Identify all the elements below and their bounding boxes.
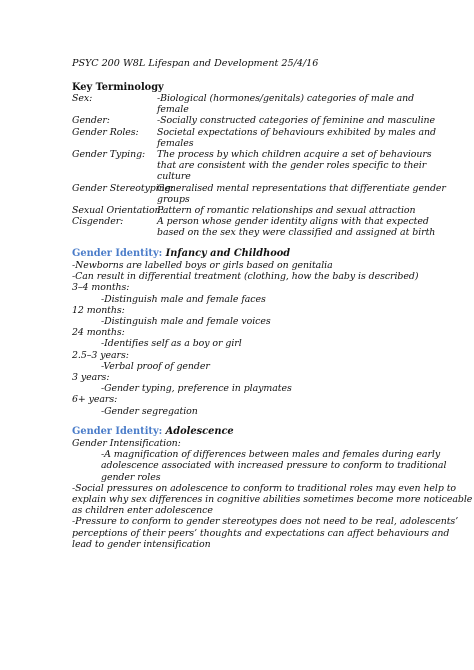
infancy-line: -Identifies self as a boy or girl (101, 338, 242, 350)
term-label: Cisgender: (72, 216, 124, 228)
adolescence-line: as children enter adolescence (72, 505, 213, 517)
term-label: Sexual Orientation: (72, 205, 164, 216)
infancy-line: -Can result in differential treatment (clothing, how the baby is described) (72, 271, 419, 283)
adolescence-line: -A magnification of differences between males and females during early (101, 449, 441, 461)
infancy-line: -Distinguish male and female voices (101, 316, 271, 327)
infancy-line: 12 months: (72, 304, 125, 316)
term-label: Sex: (72, 93, 93, 104)
infancy-line: -Verbal proof of gender (101, 360, 210, 372)
adolescence-line: lead to gender intensification (72, 538, 211, 550)
adolescence-heading (72, 426, 234, 437)
term-label: Gender Roles: (72, 126, 139, 138)
term-definition: Pattern of romantic relationships and sexual attraction (157, 205, 416, 216)
adolescence-heading-sub: Adolescence (165, 426, 234, 437)
infancy-line: 24 months: (72, 327, 125, 339)
term-definition: Generalised mental representations that differentiate gender (157, 182, 446, 194)
infancy-line: 3–4 months: (72, 282, 130, 294)
adolescence-line: adolescence associated with increased pressure to conform to traditional (101, 460, 447, 472)
adolescence-line: perceptions of their peers’ thoughts and expectations can affect behaviours and (72, 527, 450, 539)
term-definition: groups (157, 193, 190, 205)
term-definition: based on the sex they were classified and assigned at birth (157, 227, 436, 239)
adolescence-line: Gender Intensification: (72, 438, 181, 449)
term-label: Gender: (72, 115, 110, 127)
infancy-line: -Distinguish male and female faces (101, 293, 266, 305)
term-definition: -Biological (hormones/genitals) categories of male and (157, 93, 415, 104)
term-definition: A person whose gender identity aligns with that expected (157, 216, 429, 228)
adolescence-line: explain why sex differences in cognitive abilities sometimes become more noticeable (72, 494, 473, 505)
adolescence-heading-label: Gender Identity: (72, 426, 163, 437)
term-label: Gender Stereotyping: (72, 182, 174, 194)
infancy-line: 2.5–3 years: (72, 349, 129, 361)
infancy-heading (72, 248, 290, 259)
infancy-line: 6+ years: (72, 394, 118, 406)
term-definition: -Socially constructed categories of feminine and masculine (157, 115, 436, 127)
term-definition: The process by which children acquire a set of behaviours (157, 149, 432, 160)
infancy-line: -Gender segregation (101, 405, 198, 417)
infancy-line: -Gender typing, preference in playmates (101, 383, 292, 395)
term-definition: culture (157, 171, 191, 183)
adolescence-line: gender roles (101, 471, 161, 483)
document-title: PSYC 200 W8L Lifespan and Development 25/4/16 (72, 58, 319, 69)
infancy-line: 3 years: (72, 372, 110, 383)
term-definition: females (157, 137, 194, 149)
key-terminology-heading: Key Terminology (72, 82, 164, 93)
term-definition: that are consistent with the gender roles specific to their (157, 160, 427, 172)
term-definition: Societal expectations of behaviours exhibited by males and (157, 126, 436, 138)
infancy-heading-label: Gender Identity: (72, 248, 163, 259)
infancy-line: -Newborns are labelled boys or girls based on genitalia (72, 260, 333, 271)
adolescence-line: -Social pressures on adolescence to conform to traditional roles may even help to (72, 482, 457, 494)
infancy-heading-sub: Infancy and Childhood (165, 248, 291, 259)
term-label: Gender Typing: (72, 149, 146, 160)
adolescence-line: -Pressure to conform to gender stereotypes does not need to be real, adolescents’ (72, 516, 459, 528)
term-definition: female (157, 104, 189, 116)
